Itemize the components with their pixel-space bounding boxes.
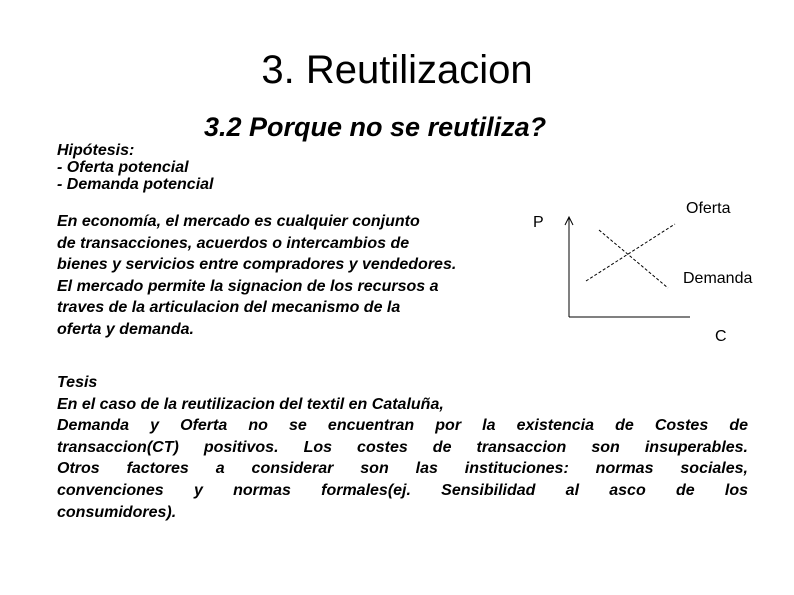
thesis-line: En el caso de la reutilizacion del textil en Cataluña, xyxy=(57,395,444,413)
market-line: traves de la articulacion del mecanismo de la xyxy=(57,299,401,317)
market-line: de transacciones, acuerdos o intercambios de xyxy=(57,234,410,252)
graph-y-label: P xyxy=(533,214,544,231)
market-line: bienes y servicios entre compradores y vendedores. xyxy=(57,256,457,274)
thesis-line: convenciones y normas formales(ej. Sensibilidad al asco de los xyxy=(57,481,748,499)
demand-label: Demanda xyxy=(683,270,753,287)
market-definition xyxy=(57,211,527,351)
thesis-heading: Tesis xyxy=(57,374,98,391)
graph-x-label: C xyxy=(715,328,727,345)
slide-title: 3. Reutilizacion xyxy=(261,48,533,92)
thesis-block xyxy=(57,372,748,523)
hypothesis-item: - Oferta potencial xyxy=(57,159,189,176)
market-line: El mercado permite la signacion de los recursos a xyxy=(57,277,439,295)
market-line: En economía, el mercado es cualquier conjunto xyxy=(57,213,420,230)
thesis-line: transaccion(CT) positivos. Los costes de transaccion son insuperables. xyxy=(57,438,748,456)
hypothesis-item: - Demanda potencial xyxy=(57,176,214,193)
market-line: oferta y demanda. xyxy=(57,320,194,338)
supply-curve xyxy=(586,224,675,281)
thesis-line: Otros factores a considerar son las instituciones: normas sociales, xyxy=(57,460,748,478)
slide-subtitle: 3.2 Porque no se reutiliza? xyxy=(204,112,547,142)
thesis-line: consumidores). xyxy=(57,503,177,521)
thesis-line: Demanda y Oferta no se encuentran por la existencia de Costes de xyxy=(57,417,748,435)
supply-label: Oferta xyxy=(686,200,731,217)
demand-curve xyxy=(599,230,668,288)
supply-demand-graph xyxy=(528,196,768,356)
hypotheses-label: Hipótesis: xyxy=(57,142,135,159)
